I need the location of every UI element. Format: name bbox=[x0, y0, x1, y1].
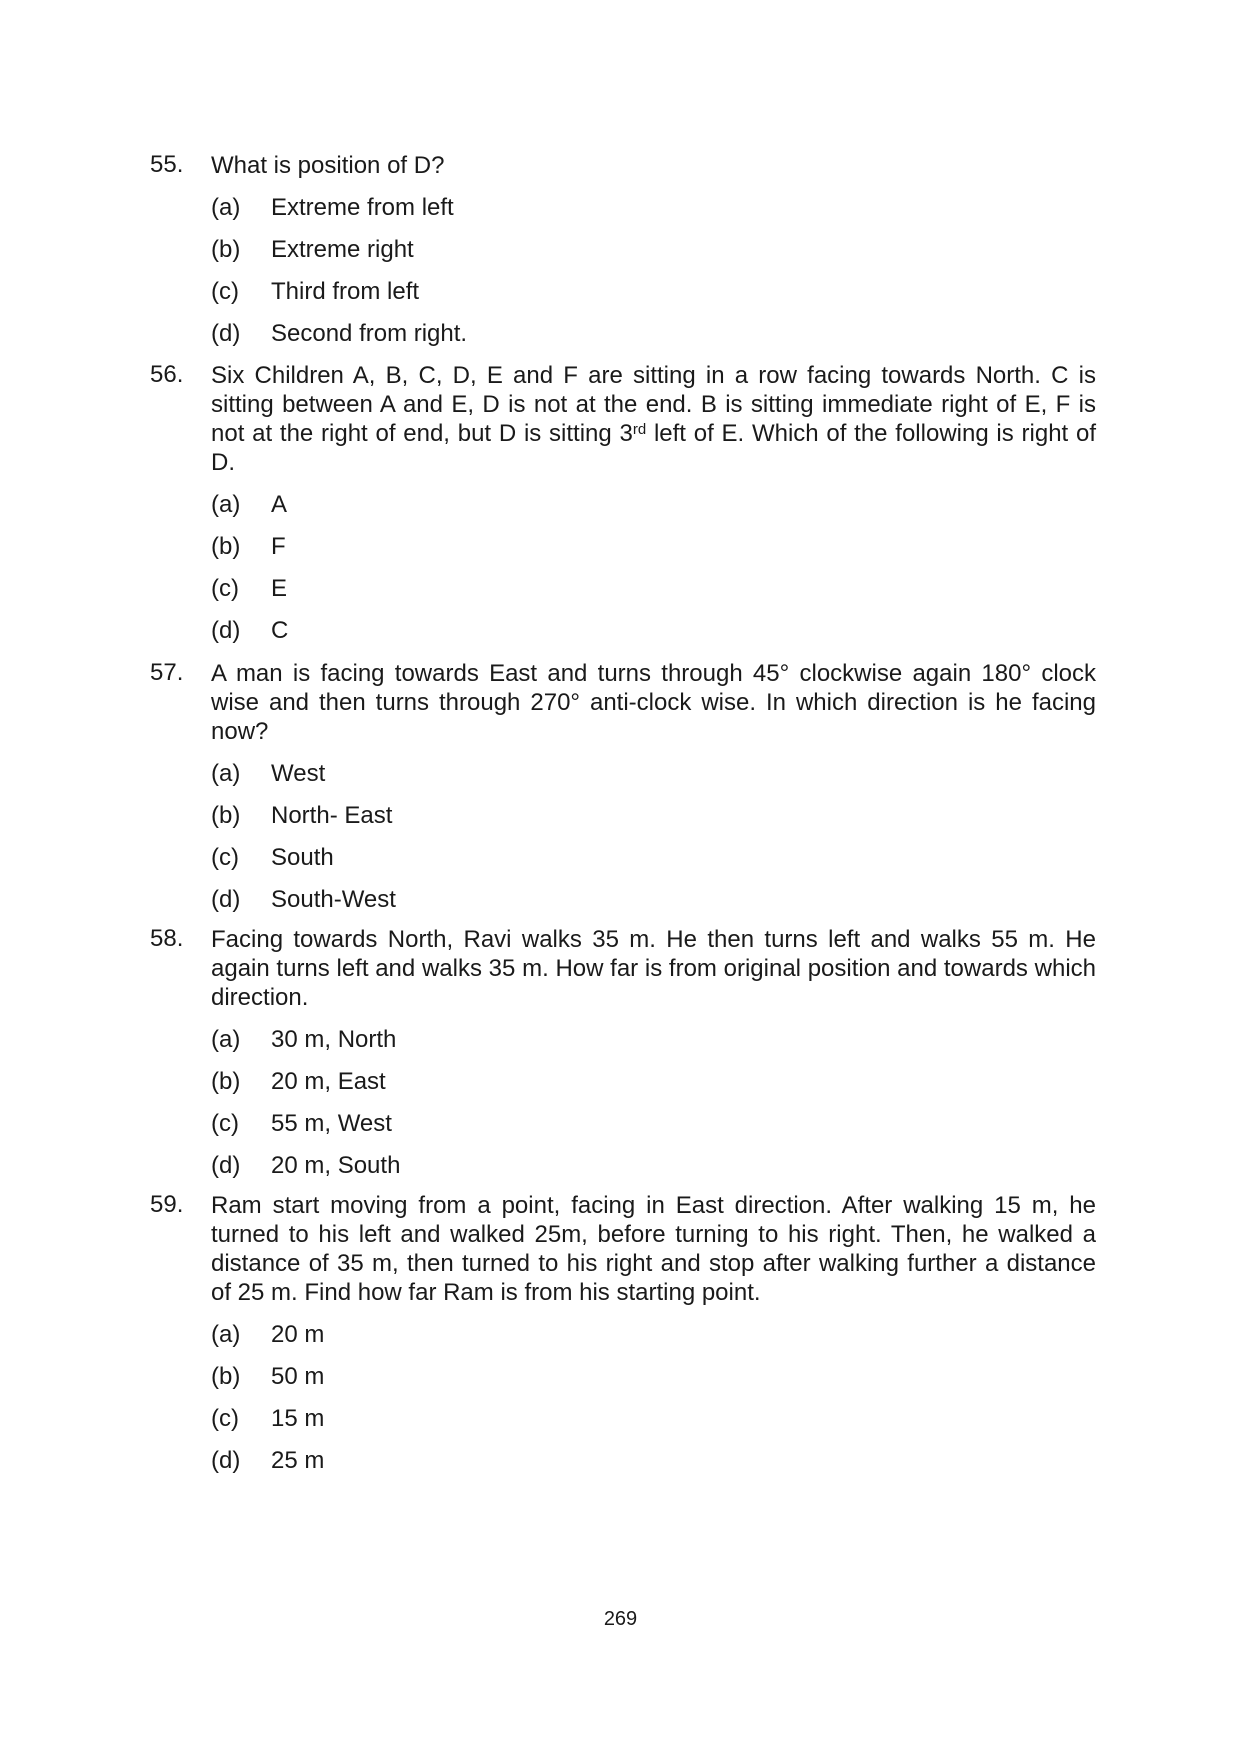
option-text: 25 m bbox=[271, 1447, 325, 1474]
option-c bbox=[211, 277, 1096, 319]
question-number: 58. bbox=[150, 925, 184, 952]
option-letter: (c) bbox=[211, 575, 239, 602]
question-number: 55. bbox=[150, 151, 184, 178]
option-letter: (b) bbox=[211, 1068, 241, 1095]
question-text: Facing towards North, Ravi walks 35 m. He then turns left and walks 55 m. He again turns left and walks 35 m. How far is from original position and towards which direction. bbox=[211, 926, 1096, 1011]
option-c bbox=[211, 843, 1096, 885]
option-c bbox=[211, 1109, 1096, 1151]
question-text bbox=[211, 361, 1096, 477]
question-number: 57. bbox=[150, 659, 184, 686]
option-text: 30 m, North bbox=[271, 1026, 397, 1053]
option-list bbox=[211, 1025, 1096, 1193]
option-d bbox=[211, 1151, 1096, 1193]
question-58 bbox=[150, 925, 1096, 1193]
option-d bbox=[211, 885, 1096, 927]
option-text: 20 m bbox=[271, 1321, 325, 1348]
option-text: 20 m, East bbox=[271, 1068, 386, 1095]
option-letter: (d) bbox=[211, 617, 241, 644]
option-b bbox=[211, 1362, 1096, 1404]
option-letter: (c) bbox=[211, 1405, 239, 1432]
question-text: A man is facing towards East and turns through 45° clockwise again 180° clock wise and then turns through 270° anti-clock wise. In which direction is he facing now? bbox=[211, 660, 1096, 745]
option-c bbox=[211, 574, 1096, 616]
question-number: 59. bbox=[150, 1191, 184, 1218]
option-text: South bbox=[271, 844, 334, 871]
option-b bbox=[211, 532, 1096, 574]
option-text: E bbox=[271, 575, 288, 602]
option-letter: (b) bbox=[211, 533, 241, 560]
option-letter: (d) bbox=[211, 320, 241, 347]
question-text-part: Six Children A, B, C, D, E and F are sitting in a row facing towards North. C is sitting between A and E, D is not at the end. B is sitting immediate right of E, F is not at the right of end, but D is sitting 3 bbox=[211, 362, 1096, 447]
question-59 bbox=[150, 1191, 1096, 1488]
option-letter: (d) bbox=[211, 886, 241, 913]
option-letter: (a) bbox=[211, 1321, 241, 1348]
option-list bbox=[211, 1320, 1096, 1488]
option-b bbox=[211, 801, 1096, 843]
option-letter: (b) bbox=[211, 802, 241, 829]
option-a bbox=[211, 1025, 1096, 1067]
option-a bbox=[211, 490, 1096, 532]
option-list bbox=[211, 759, 1096, 927]
option-text: 50 m bbox=[271, 1363, 325, 1390]
option-d bbox=[211, 1446, 1096, 1488]
question-text: Ram start moving from a point, facing in East direction. After walking 15 m, he turned to his left and walked 25m, before turning to his right. Then, he walked a distance of 35 m, then turned to his right and stop after walking further a distance of 25 m. Find how far Ram is from his starting point. bbox=[211, 1192, 1096, 1306]
option-a bbox=[211, 193, 1096, 235]
option-letter: (a) bbox=[211, 760, 241, 787]
option-letter: (b) bbox=[211, 236, 241, 263]
question-57 bbox=[150, 659, 1096, 927]
option-letter: (a) bbox=[211, 491, 241, 518]
question-text: What is position of D? bbox=[211, 152, 445, 179]
option-letter: (d) bbox=[211, 1152, 241, 1179]
option-text: 20 m, South bbox=[271, 1152, 401, 1179]
option-text: F bbox=[271, 533, 286, 560]
option-list bbox=[211, 193, 1096, 361]
option-letter: (a) bbox=[211, 1026, 241, 1053]
option-letter: (c) bbox=[211, 1110, 239, 1137]
question-56 bbox=[150, 361, 1096, 658]
option-letter: (c) bbox=[211, 278, 239, 305]
option-text: South-West bbox=[271, 886, 396, 913]
option-letter: (a) bbox=[211, 194, 241, 221]
option-text: Third from left bbox=[271, 278, 420, 305]
question-55 bbox=[150, 151, 1096, 361]
option-text: A bbox=[271, 491, 288, 518]
option-list bbox=[211, 490, 1096, 658]
option-d bbox=[211, 319, 1096, 361]
option-text: 15 m bbox=[271, 1405, 325, 1432]
option-letter: (d) bbox=[211, 1447, 241, 1474]
option-c bbox=[211, 1404, 1096, 1446]
ordinal-suffix: rd bbox=[632, 421, 647, 438]
option-text: West bbox=[271, 760, 326, 787]
option-a bbox=[211, 1320, 1096, 1362]
option-d bbox=[211, 616, 1096, 658]
option-text: Extreme from left bbox=[271, 194, 454, 221]
option-letter: (c) bbox=[211, 844, 239, 871]
option-text: North- East bbox=[271, 802, 393, 829]
option-text: C bbox=[271, 617, 289, 644]
page-number: 269 bbox=[603, 1608, 638, 1630]
option-b bbox=[211, 1067, 1096, 1109]
option-a bbox=[211, 759, 1096, 801]
question-text-part: left of E. Which of the following is right of D. bbox=[211, 420, 1096, 476]
option-text: 55 m, West bbox=[271, 1110, 392, 1137]
option-letter: (b) bbox=[211, 1363, 241, 1390]
option-text: Second from right. bbox=[271, 320, 468, 347]
question-number: 56. bbox=[150, 361, 184, 388]
option-text: Extreme right bbox=[271, 236, 414, 263]
option-b bbox=[211, 235, 1096, 277]
